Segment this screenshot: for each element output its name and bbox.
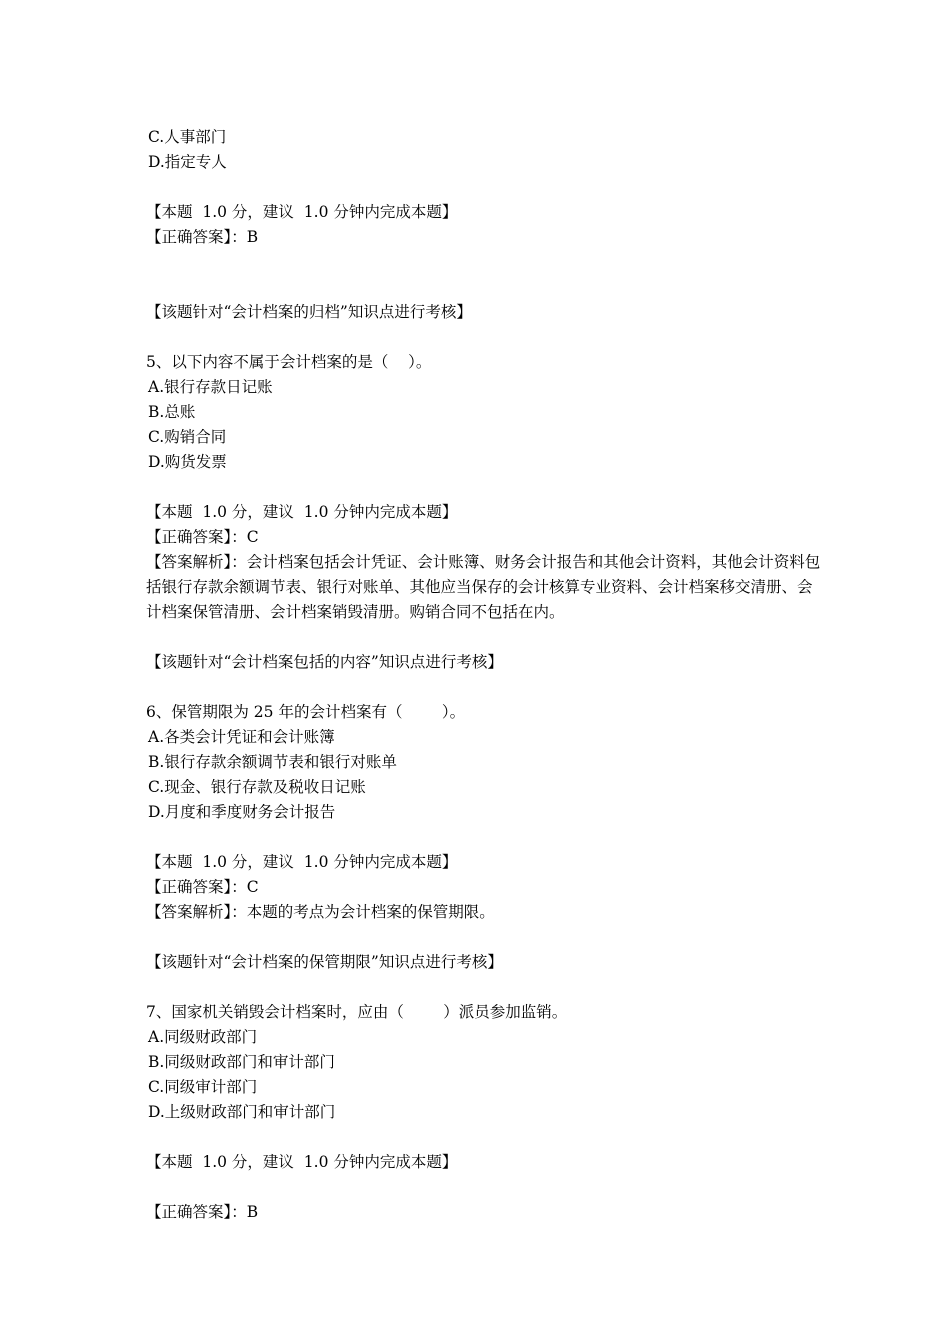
option-b: B.同级财政部门和审计部门 [148, 1053, 335, 1071]
score-note: 【本题 1.0 分，建议 1.0 分钟内完成本题】 [146, 1153, 458, 1171]
option-b: B.银行存款余额调节表和银行对账单 [148, 753, 397, 771]
document-page [146, 125, 826, 1225]
option-a: A.同级财政部门 [148, 1028, 258, 1046]
option-c: C.购销合同 [148, 428, 227, 446]
score-note: 【本题 1.0 分，建议 1.0 分钟内完成本题】 [146, 203, 458, 221]
option-c: C.现金、银行存款及税收日记账 [148, 778, 366, 796]
option-a: A.银行存款日记账 [148, 378, 273, 396]
option-c: C.同级审计部门 [148, 1078, 258, 1096]
option-a: A.各类会计凭证和会计账簿 [148, 728, 335, 746]
score-note: 【本题 1.0 分，建议 1.0 分钟内完成本题】 [146, 853, 458, 871]
question-text: 6、保管期限为 25 年的会计档案有（ ）。 [146, 703, 466, 721]
correct-answer: 【正确答案】：C [146, 528, 259, 546]
option-d: D.购货发票 [148, 453, 227, 471]
option-b: B.总账 [148, 403, 196, 421]
question-text: 7、国家机关销毁会计档案时，应由（ ）派员参加监销。 [146, 1003, 568, 1021]
score-note: 【本题 1.0 分，建议 1.0 分钟内完成本题】 [146, 503, 458, 521]
correct-answer: 【正确答案】：B [146, 228, 259, 246]
topic-note: 【该题针对“会计档案的保管期限”知识点进行考核】 [146, 953, 503, 971]
question-text: 5、以下内容不属于会计档案的是（ ）。 [146, 353, 432, 371]
option-d: D.月度和季度财务会计报告 [148, 803, 336, 821]
answer-analysis: 【答案解析】：本题的考点为会计档案的保管期限。 [146, 903, 495, 921]
correct-answer: 【正确答案】：B [146, 1203, 259, 1221]
option-d: D.指定专人 [148, 153, 227, 171]
topic-note: 【该题针对“会计档案包括的内容”知识点进行考核】 [146, 653, 503, 671]
correct-answer: 【正确答案】：C [146, 878, 259, 896]
answer-analysis: 【答案解析】：会计档案包括会计凭证、会计账簿、财务会计报告和其他会计资料，其他会计资料包括银行存款余额调节表、银行对账单、其他应当保存的会计核算专业资料、会计档案移交清册、会计档案保管清册、会计档案销毁清册。购销合同不包括在内。 [146, 553, 821, 621]
option-d: D.上级财政部门和审计部门 [148, 1103, 336, 1121]
topic-note: 【该题针对“会计档案的归档”知识点进行考核】 [146, 303, 472, 321]
option-c: C.人事部门 [148, 128, 227, 146]
